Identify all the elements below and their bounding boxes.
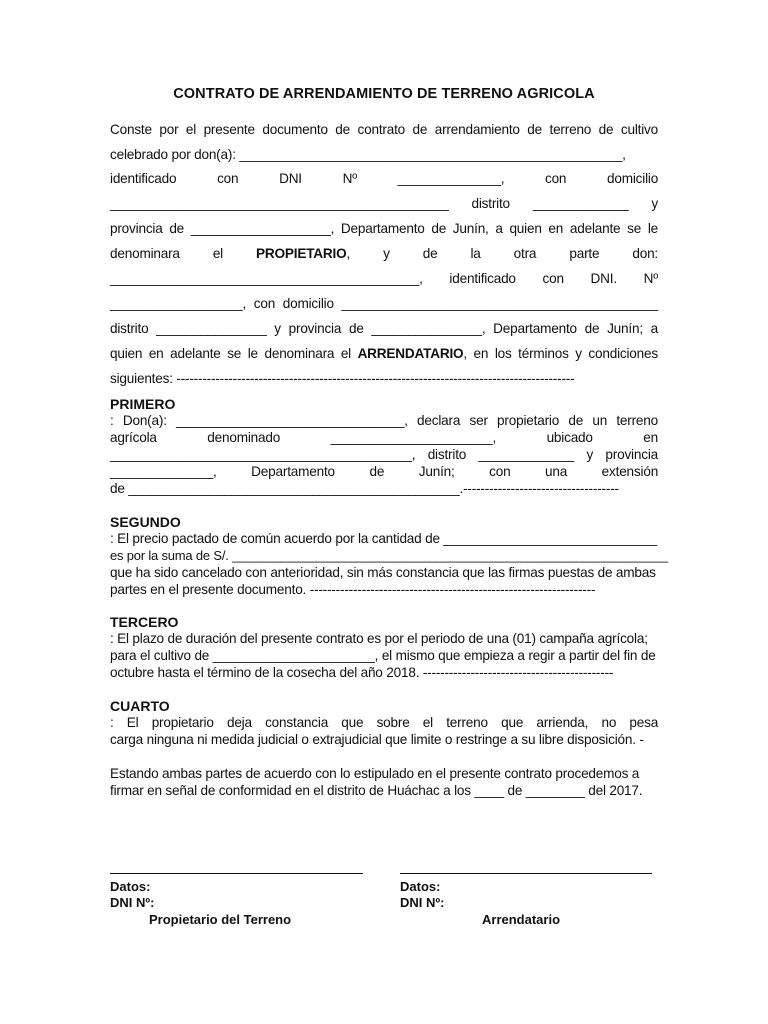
primero-line-1: : Don(a): _______________________________, declara ser propietario de un terreno (110, 413, 658, 428)
primero-line-5: de _____________________________________________.------------------------------------ (110, 481, 619, 496)
signature-dni-left: DNI Nº: (110, 895, 155, 910)
intro-line-2: celebrado por don(a): ____________________________________________________, (110, 147, 626, 162)
signature-datos-right: Datos: (400, 879, 441, 894)
arrendatario-term: ARRENDATARIO (357, 346, 464, 361)
section-heading-primero: PRIMERO (110, 396, 176, 412)
closing-line-1: Estando ambas partes de acuerdo con lo estipulado en el presente contrato procedemos a (110, 766, 640, 781)
tercero-line-1: : El plazo de duración del presente contrato es por el periodo de una (01) campaña agrícola; (110, 631, 648, 646)
intro-line-9: distrito _______________ y provincia de _______________, Departamento de Junín; a (110, 321, 658, 336)
intro-line-8: __________________, con domicilio ___________________________________________ (110, 296, 659, 311)
cuarto-line-1: : El propietario deja constancia que sobre el terreno que arrienda, no pesa (110, 715, 659, 730)
section-heading-segundo: SEGUNDO (110, 514, 181, 530)
primero-line-2: agrícola denominado ______________________, ubicado en (110, 430, 658, 445)
signature-line-propietario (110, 873, 363, 874)
signature-datos-left: Datos: (110, 879, 151, 894)
segundo-line-3: que ha sido cancelado con anterioridad, sin más constancia que las firmas puestas de ambas (110, 565, 656, 580)
tercero-line-2: para el cultivo de ______________________, el mismo que empieza a regir a partir del fin de (110, 648, 656, 663)
signature-dni-right: DNI Nº: (400, 895, 445, 910)
intro-line-3: identificado con DNI Nº ______________, con domicilio (110, 171, 659, 186)
primero-line-4: ______________, Departamento de Junín; con una extensión (110, 464, 659, 479)
signature-line-arrendatario (400, 873, 652, 874)
section-heading-tercero: TERCERO (110, 614, 179, 630)
segundo-line-4: partes en el presente documento. ------------------------------------------------------------------ (110, 582, 596, 597)
intro-line-1: Conste por el presente documento de contrato de arrendamiento de terreno de cultivo (110, 122, 658, 137)
intro-line-4: ______________________________________________ distrito _____________ y (110, 196, 658, 211)
primero-line-3: _________________________________________, distrito _____________ y provincia (110, 447, 659, 462)
cuarto-line-2: carga ninguna ni medida judicial o extrajudicial que limite o restringe a su libre disposición. - (110, 732, 644, 747)
signature-role-propietario: Propietario del Terreno (149, 912, 292, 927)
segundo-line-2: es por la suma de S/. ______________________________________________________________ (110, 548, 668, 563)
intro-line-6: denominara el PROPIETARIO, y de la otra parte don: (110, 246, 659, 261)
tercero-line-3: octubre hasta el término de la cosecha del año 2018. -------------------------------------------- (110, 665, 614, 680)
intro-line-11: siguientes: -------------------------------------------------------------------------------------------- (110, 371, 575, 386)
intro-line-7: __________________________________________, identificado con DNI. Nº (110, 271, 659, 286)
document-title: CONTRATO DE ARRENDAMIENTO DE TERRENO AGRICOLA (173, 86, 595, 102)
intro-line-10: quien en adelante se le denominara el ARRENDATARIO, en los términos y condiciones (110, 346, 658, 361)
propietario-term: PROPIETARIO (256, 246, 347, 261)
intro-line-5: provincia de ___________________, Departamento de Junín, a quien en adelante se le (110, 221, 658, 236)
section-heading-cuarto: CUARTO (110, 698, 170, 714)
signature-role-arrendatario: Arrendatario (482, 912, 561, 927)
segundo-line-1: : El precio pactado de común acuerdo por la cantidad de _____________________________ (110, 531, 657, 546)
closing-line-2: firmar en señal de conformidad en el distrito de Huáchac a los ____ de ________ del 2017. (110, 783, 643, 798)
